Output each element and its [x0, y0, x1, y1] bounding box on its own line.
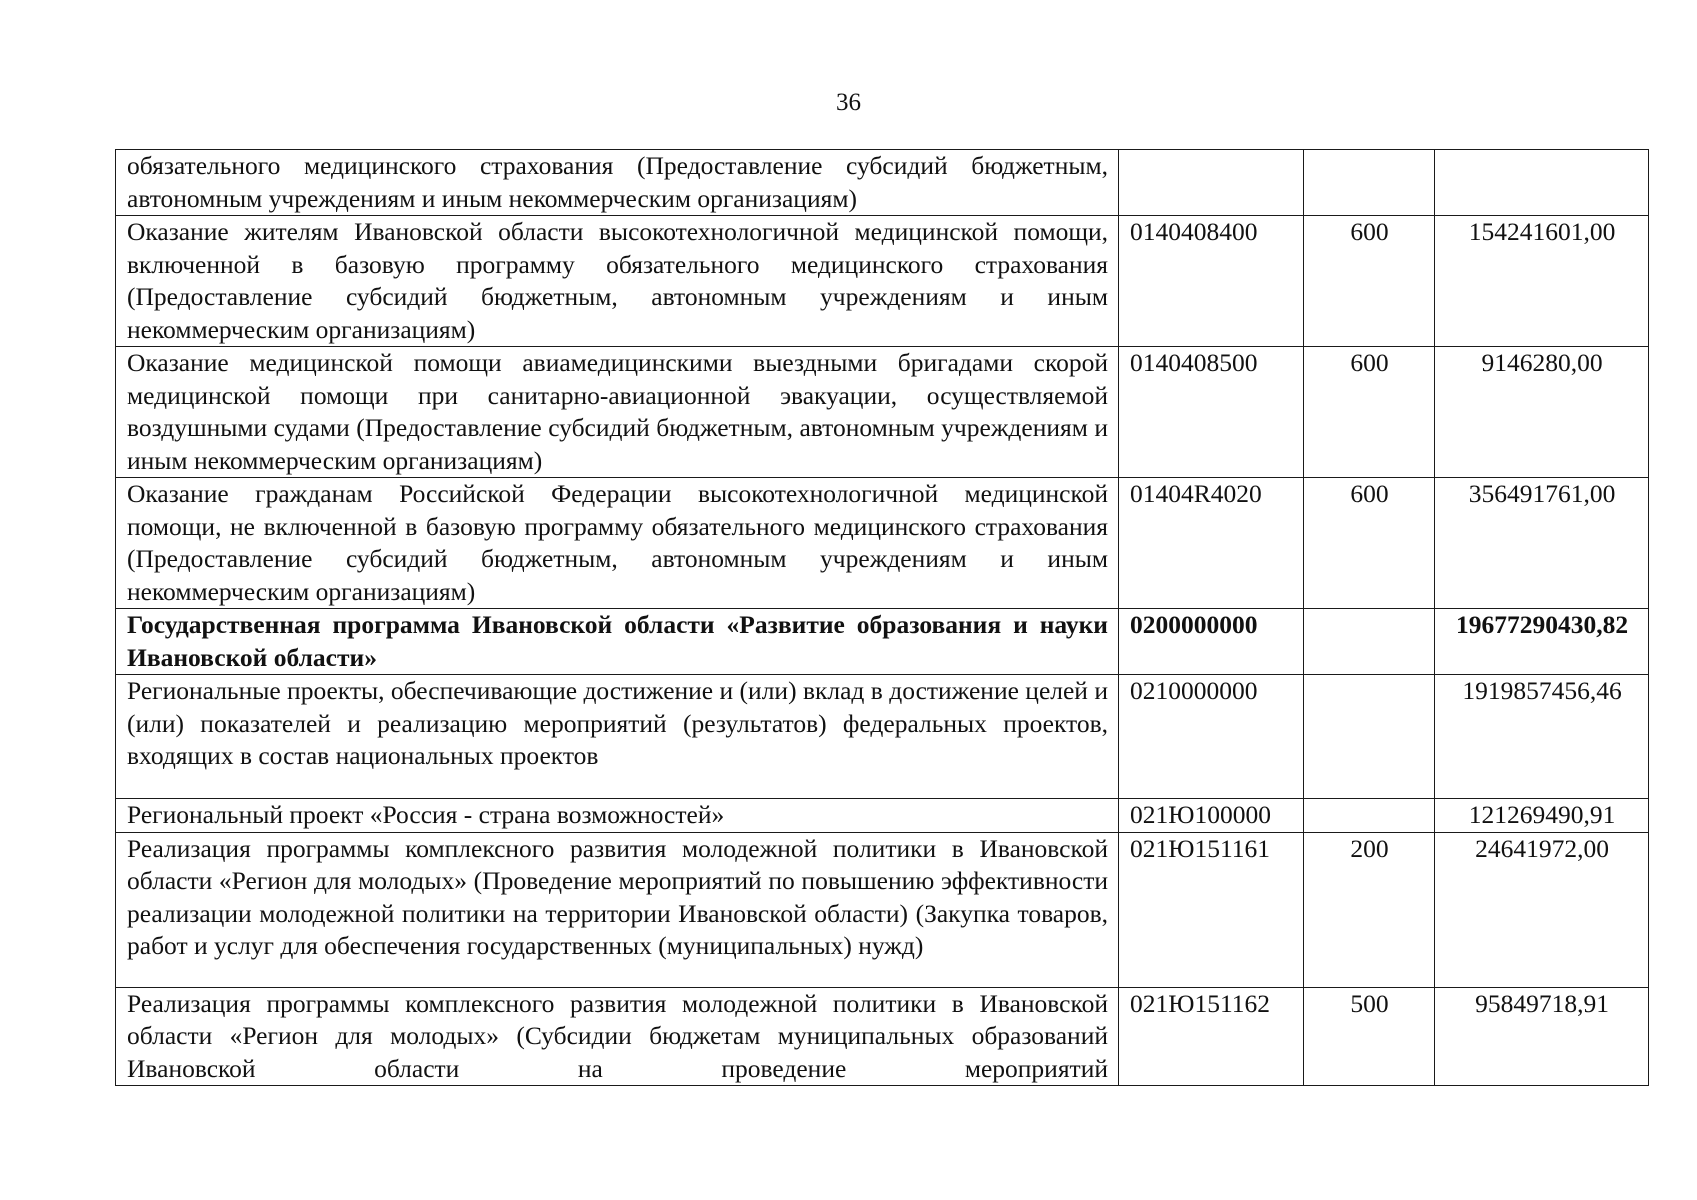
amount: 1919857456,46 [1435, 675, 1649, 799]
target-article-code: 0140408400 [1119, 216, 1304, 347]
table-row [116, 675, 1649, 799]
budget-table [115, 149, 1649, 1086]
expense-name: Оказание гражданам Российской Федерации высокотехнологичной медицинской помощи, не включенной в базовую программу обязательного медицинского страхования (Предоставление субсидий бюджетным, автономным учреждениям и иным некоммерческим организациям) [116, 478, 1119, 609]
target-article-code: 0210000000 [1119, 675, 1304, 799]
table-row [116, 478, 1649, 609]
expense-name: Оказание жителям Ивановской области высокотехнологичной медицинской помощи, включенной в базовую программу обязательного медицинского страхования (Предоставление субсидий бюджетным, автономным учреждениям и иным некоммерческим организациям) [116, 216, 1119, 347]
target-article-code: 021Ю151162 [1119, 987, 1304, 1086]
expense-name: Реализация программы комплексного развития молодежной политики в Ивановской области «Регион для молодых» (Субсидии бюджетам муниципальных образований Ивановской области на проведение мероприятий [116, 987, 1119, 1086]
expense-type-code [1304, 150, 1435, 216]
target-article-code: 021Ю151161 [1119, 832, 1304, 987]
target-article-code [1119, 150, 1304, 216]
expense-name: Региональный проект «Россия - страна возможностей» [116, 799, 1119, 833]
target-article-code: 0140408500 [1119, 347, 1304, 478]
expense-name: Оказание медицинской помощи авиамедицинскими выездными бригадами скорой медицинской помощи при санитарно-авиационной эвакуации, осуществляемой воздушными судами (Предоставление субсидий бюджетным, автономным учреждениям и иным некоммерческим организациям) [116, 347, 1119, 478]
target-article-code: 01404R4020 [1119, 478, 1304, 609]
expense-type-code [1304, 675, 1435, 799]
expense-type-code: 200 [1304, 832, 1435, 987]
amount: 95849718,91 [1435, 987, 1649, 1086]
expense-type-code: 600 [1304, 478, 1435, 609]
expense-name: Региональные проекты, обеспечивающие достижение и (или) вклад в достижение целей и (или) показателей и реализацию мероприятий (результатов) федеральных проектов, входящих в состав национальных проектов [116, 675, 1119, 799]
expense-name: Государственная программа Ивановской области «Развитие образования и науки Ивановской области» [116, 609, 1119, 675]
target-article-code: 0200000000 [1119, 609, 1304, 675]
amount: 121269490,91 [1435, 799, 1649, 833]
expense-type-code [1304, 609, 1435, 675]
amount: 24641972,00 [1435, 832, 1649, 987]
amount: 356491761,00 [1435, 478, 1649, 609]
amount [1435, 150, 1649, 216]
expense-name: Реализация программы комплексного развития молодежной политики в Ивановской области «Регион для молодых» (Проведение мероприятий по повышению эффективности реализации молодежной политики на территории Ивановской области) (Закупка товаров, работ и услуг для обеспечения государственных (муниципальных) нужд) [116, 832, 1119, 987]
expense-type-code: 600 [1304, 347, 1435, 478]
table-row-program [116, 609, 1649, 675]
expense-name: обязательного медицинского страхования (Предоставление субсидий бюджетным, автономным учреждениям и иным некоммерческим организациям) [116, 150, 1119, 216]
target-article-code: 021Ю100000 [1119, 799, 1304, 833]
table-row [116, 799, 1649, 833]
expense-type-code: 600 [1304, 216, 1435, 347]
expense-type-code: 500 [1304, 987, 1435, 1086]
table-row [116, 150, 1649, 216]
amount: 154241601,00 [1435, 216, 1649, 347]
amount: 19677290430,82 [1435, 609, 1649, 675]
table-row [116, 216, 1649, 347]
table-row [116, 987, 1649, 1086]
expense-type-code [1304, 799, 1435, 833]
table-row [116, 832, 1649, 987]
table-row [116, 347, 1649, 478]
amount: 9146280,00 [1435, 347, 1649, 478]
page-number: 36 [836, 89, 861, 116]
